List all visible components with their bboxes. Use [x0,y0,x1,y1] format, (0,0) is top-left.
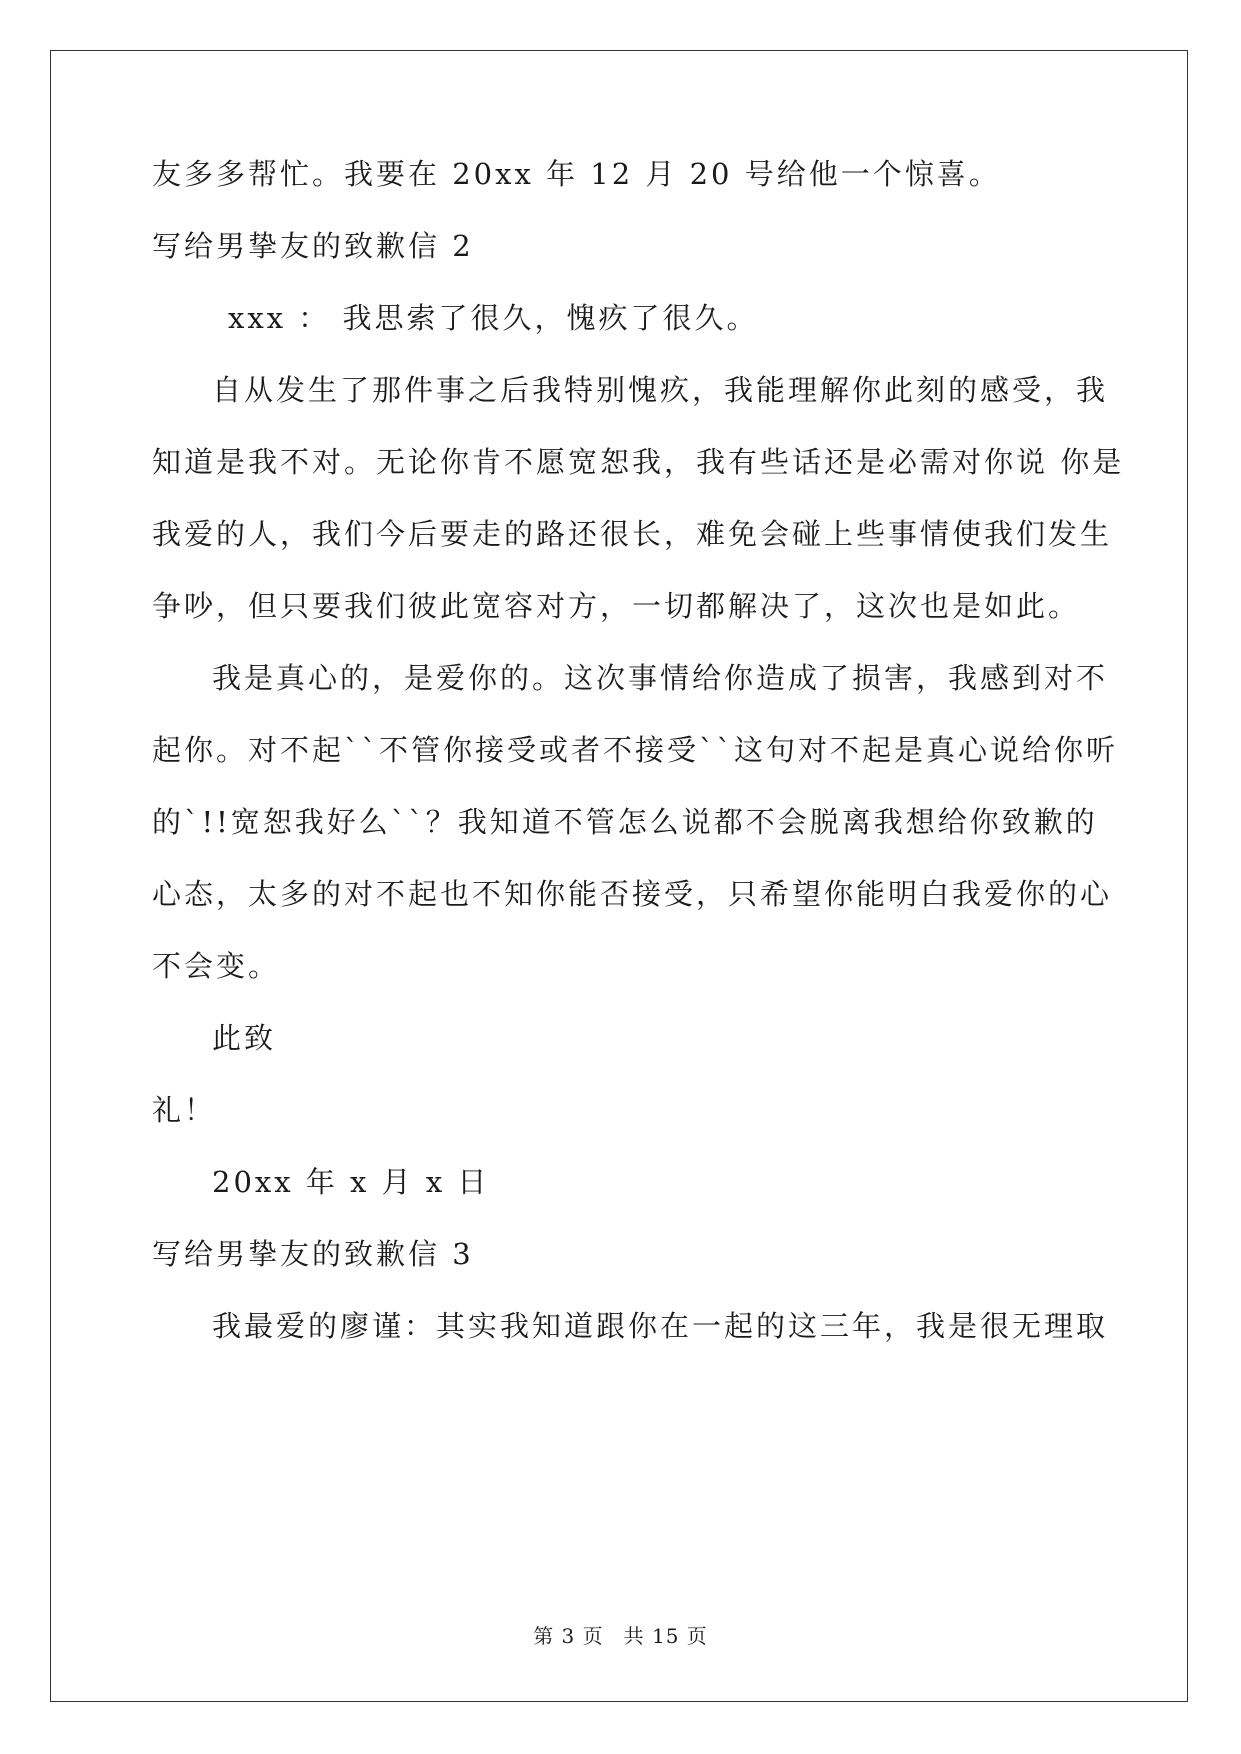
body-line-11: 心态，太多的对不起也不知你能否接受，只希望你能明白我爱你的心 [152,877,1113,911]
current-page-label: 第 3 页 [533,1624,604,1648]
section-heading-3: 写给男挚友的致歉信 3 [152,1237,474,1271]
body-line-6: 我爱的人，我们今后要走的路还很长，难免会碰上些事情使我们发生 [152,517,1113,551]
body-line-8: 我是真心的，是爱你的。这次事情给你造成了损害，我感到对不 [212,661,1109,695]
total-pages-label: 共 15 页 [623,1624,708,1648]
body-line-9: 起你。对不起``不管你接受或者不接受``这句对不起是真心说给你听 [152,733,1119,767]
closing-salute: 礼！ [152,1093,217,1127]
date-line: 20xx 年 x 月 x 日 [212,1165,490,1199]
body-line-12: 不会变。 [152,949,281,983]
page-footer [0,1622,1241,1650]
body-line-1: 友多多帮忙。我要在 20xx 年 12 月 20 号给他一个惊喜。 [152,157,1001,191]
body-line-17: 我最爱的廖谨：其实我知道跟你在一起的这三年，我是很无理取 [212,1309,1109,1343]
body-line-10: 的`!!宽恕我好么``？我知道不管怎么说都不会脱离我想给你致歉的 [152,805,1098,839]
body-line-4: 自从发生了那件事之后我特别愧疚，我能理解你此刻的感受，我 [212,373,1109,407]
section-heading-2: 写给男挚友的致歉信 2 [152,229,474,263]
body-line-5: 知道是我不对。无论你肯不愿宽恕我，我有些话还是必需对你说 你是 [152,445,1125,479]
closing-line: 此致 [212,1021,277,1055]
body-line-7: 争吵，但只要我们彼此宽容对方，一切都解决了，这次也是如此。 [152,589,1081,623]
salutation-line: xxx ： 我思索了很久，愧疚了很久。 [228,301,759,335]
